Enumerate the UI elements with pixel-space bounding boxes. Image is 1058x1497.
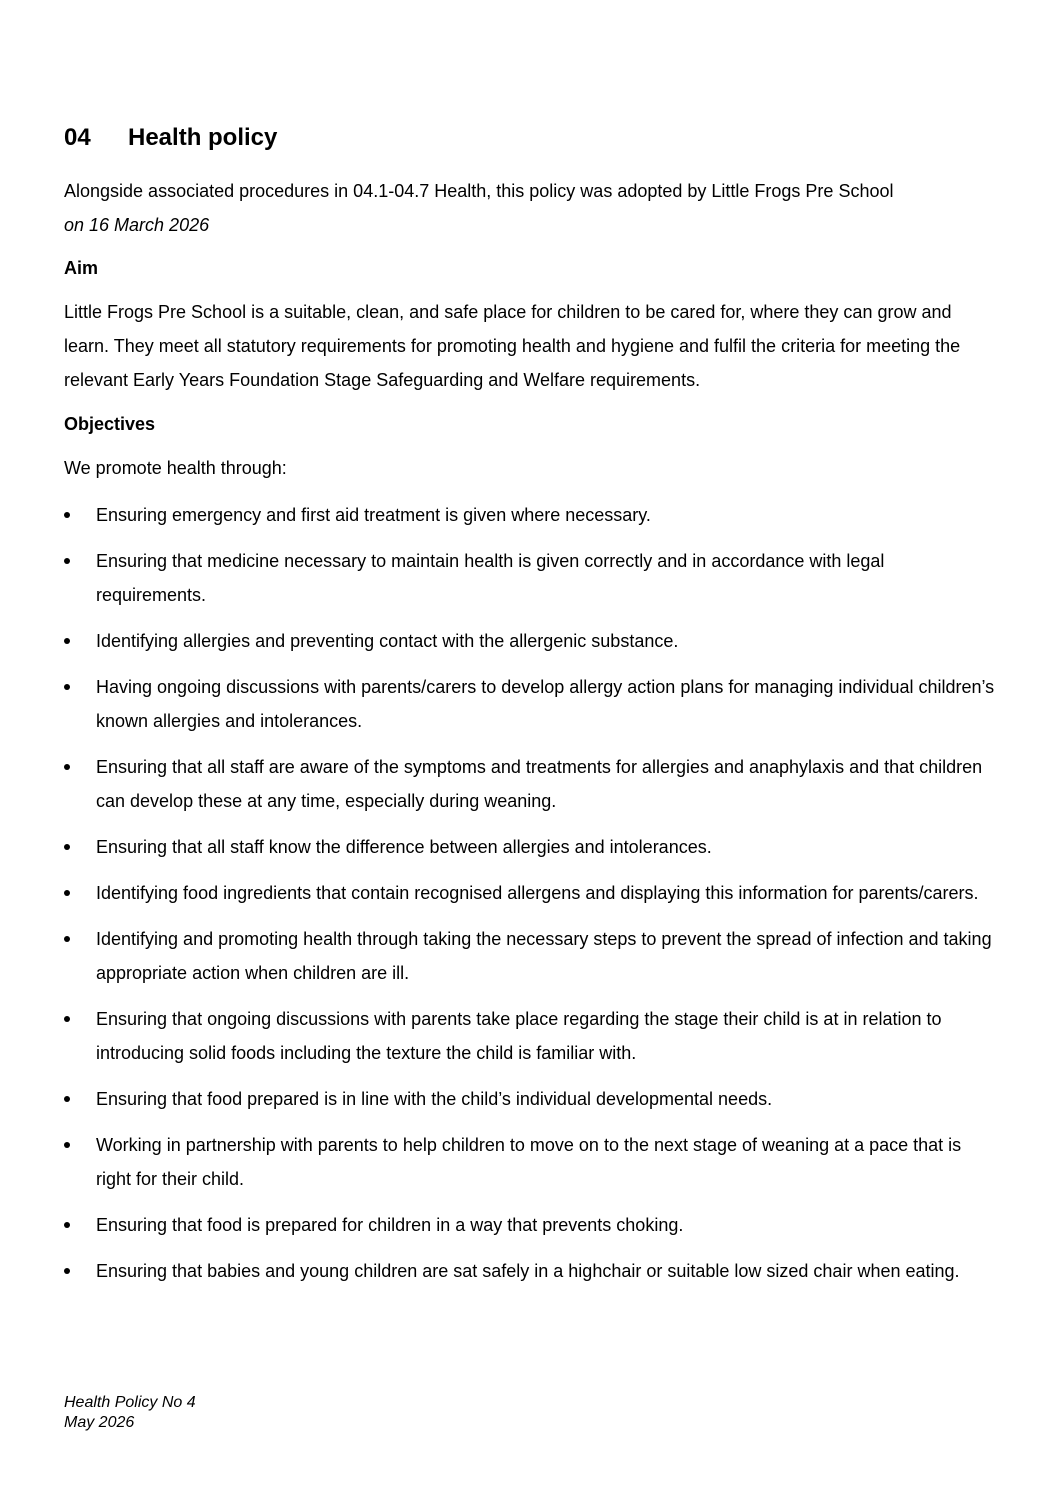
aim-paragraph: Little Frogs Pre School is a suitable, clean, and safe place for children to be cared for, where they can grow and learn. They meet all statutory requirements for promoting health and hygiene and fulfil the criteria for meeting the relevant Early Years Foundation Stage Safeguarding and Welfare requirements. [64,302,961,390]
list-item-text: Identifying allergies and preventing contact with the allergenic substance. [96,631,679,651]
list-item [64,1128,999,1196]
bullet-icon [64,558,70,564]
bullet-icon [64,512,70,518]
objectives-heading: Objectives [64,414,156,434]
list-item [64,876,999,910]
list-item [64,624,999,658]
list-item [64,544,999,612]
list-item-text: Ensuring that food prepared is in line with the child’s individual developmental needs. [96,1089,773,1109]
list-item-text: Ensuring that ongoing discussions with parents take place regarding the stage their child is at in relation to introducing solid foods including the texture the child is familiar with. [96,1009,942,1063]
list-item-text: Working in partnership with parents to help children to move on to the next stage of weaning at a pace that is right for their child. [96,1135,962,1189]
list-item-text: Ensuring that food is prepared for children in a way that prevents choking. [96,1215,684,1235]
section-number: 04 [64,124,91,151]
list-item [64,1082,999,1116]
bullet-icon [64,844,70,850]
list-item-text: Identifying and promoting health through taking the necessary steps to prevent the spread of infection and taking appropriate action when children are ill. [96,929,992,983]
objectives-list [64,498,999,1288]
list-item [64,670,999,738]
footer-date: May 2026 [64,1414,135,1431]
list-item [64,1002,999,1070]
bullet-icon [64,638,70,644]
list-item-text: Ensuring that babies and young children are sat safely in a highchair or suitable low sized chair when eating. [96,1261,960,1281]
bullet-icon [64,684,70,690]
adoption-date: on 16 March 2026 [64,215,210,235]
bullet-icon [64,1142,70,1148]
page-title [64,124,277,152]
bullet-icon [64,1016,70,1022]
bullet-icon [64,890,70,896]
list-item [64,498,999,532]
aim-heading: Aim [64,258,99,278]
list-item-text: Ensuring that medicine necessary to maintain health is given correctly and in accordance with legal requirements. [96,551,885,605]
objectives-lead: We promote health through: [64,458,287,478]
page-footer [64,1393,196,1433]
bullet-icon [64,1096,70,1102]
list-item-text: Having ongoing discussions with parents/carers to develop allergy action plans for managing individual children’s known allergies and intolerances. [96,677,995,731]
list-item [64,830,999,864]
list-item [64,922,999,990]
section-title: Health policy [128,124,278,151]
list-item [64,1254,999,1288]
bullet-icon [64,936,70,942]
footer-policy-number: Health Policy No 4 [64,1394,196,1411]
list-item [64,1208,999,1242]
list-item-text: Ensuring that all staff know the difference between allergies and intolerances. [96,837,712,857]
bullet-icon [64,764,70,770]
list-item-text: Identifying food ingredients that contain recognised allergens and displaying this information for parents/carers. [96,883,979,903]
list-item-text: Ensuring emergency and first aid treatment is given where necessary. [96,505,651,525]
bullet-icon [64,1268,70,1274]
bullet-icon [64,1222,70,1228]
intro-paragraph [64,174,999,242]
intro-text: Alongside associated procedures in 04.1-04.7 Health, this policy was adopted by Little Frogs Pre School [64,181,894,201]
list-item-text: Ensuring that all staff are aware of the symptoms and treatments for allergies and anaphylaxis and that children can develop these at any time, especially during weaning. [96,757,983,811]
list-item [64,750,999,818]
